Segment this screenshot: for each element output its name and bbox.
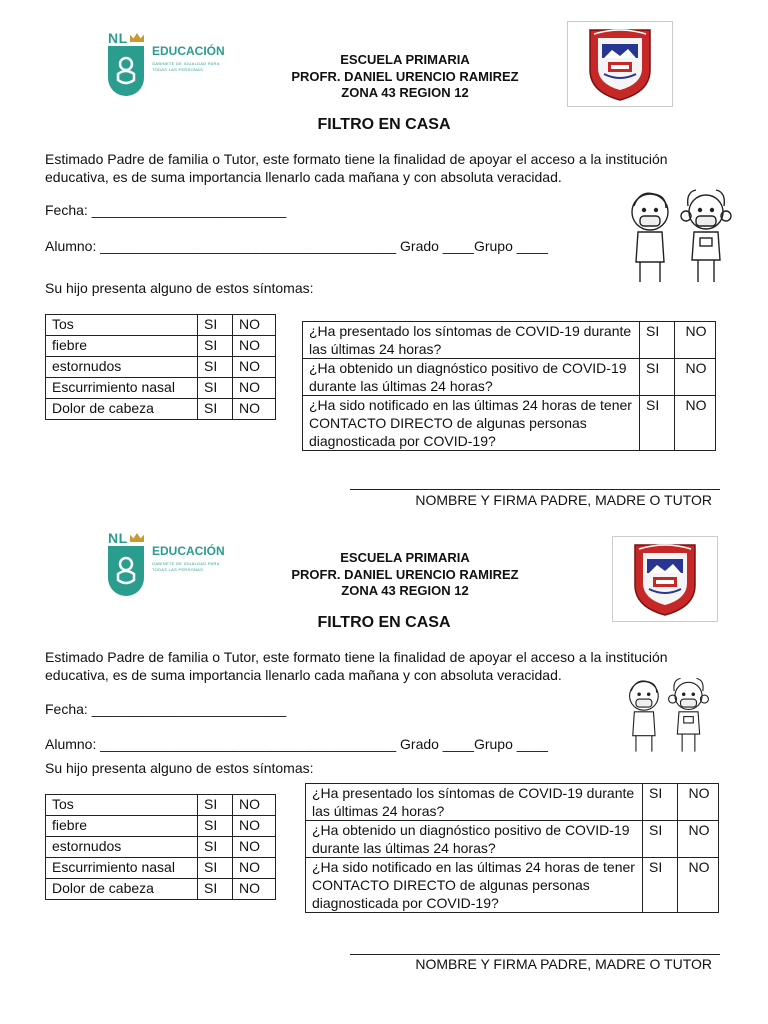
alumno-field[interactable]: Alumno: ______________________________________ Grado ____Grupo ____ xyxy=(45,736,548,752)
table-row xyxy=(303,322,716,359)
table-row xyxy=(46,357,276,378)
symptom-si-option[interactable]: SI xyxy=(198,315,233,336)
covid-si-option[interactable]: SI xyxy=(640,396,675,451)
symptom-si-option[interactable]: SI xyxy=(198,795,233,816)
table-row xyxy=(306,784,719,821)
children-masks-icon xyxy=(618,672,716,758)
symptom-si-option[interactable]: SI xyxy=(198,816,233,837)
table-row xyxy=(46,399,276,420)
covid-question: ¿Ha presentado los síntomas de COVID-19 durante las últimas 24 horas? xyxy=(303,322,640,359)
shield-icon xyxy=(613,537,717,621)
covid-no-option[interactable]: NO xyxy=(678,821,719,858)
children-masks-illustration xyxy=(620,182,738,290)
symptom-no-option[interactable]: NO xyxy=(233,315,276,336)
symptom-no-option[interactable]: NO xyxy=(233,795,276,816)
covid-no-option[interactable]: NO xyxy=(675,322,716,359)
signature-label: NOMBRE Y FIRMA PADRE, MADRE O TUTOR xyxy=(415,492,712,508)
symptom-si-option[interactable]: SI xyxy=(198,858,233,879)
logo-brand: NL xyxy=(108,530,128,546)
form-copy-1 xyxy=(0,0,768,510)
covid-questions-table xyxy=(305,783,719,913)
covid-si-option[interactable]: SI xyxy=(643,821,678,858)
fecha-field[interactable]: Fecha: _________________________ xyxy=(45,202,287,218)
logo-badge-icon xyxy=(108,546,144,596)
nl-education-logo xyxy=(106,530,226,598)
intro-paragraph: Estimado Padre de familia o Tutor, este formato tiene la finalidad de apoyar el acceso a la institución educativa, es de suma importancia llenarlo cada mañana y con absoluta veracidad. xyxy=(45,151,668,185)
symptoms-question: Su hijo presenta alguno de estos síntomas: xyxy=(45,280,314,296)
table-row xyxy=(306,858,719,913)
school-name: ESCUELA PRIMARIA xyxy=(340,550,470,565)
covid-no-option[interactable]: NO xyxy=(678,858,719,913)
covid-question: ¿Ha sido notificado en las últimas 24 horas de tener CONTACTO DIRECTO de algunas personas diagnosticada por COVID-19? xyxy=(303,396,640,451)
symptom-no-option[interactable]: NO xyxy=(233,399,276,420)
symptom-name: estornudos xyxy=(46,837,198,858)
school-header xyxy=(230,52,580,102)
symptom-no-option[interactable]: NO xyxy=(233,378,276,399)
school-name: ESCUELA PRIMARIA xyxy=(340,52,470,67)
school-director: PROFR. DANIEL URENCIO RAMIREZ xyxy=(291,68,519,84)
table-row xyxy=(46,315,276,336)
symptom-si-option[interactable]: SI xyxy=(198,357,233,378)
symptom-no-option[interactable]: NO xyxy=(233,816,276,837)
school-zone: ZONA 43 REGION 12 xyxy=(341,85,469,100)
symptom-si-option[interactable]: SI xyxy=(198,837,233,858)
school-shield-logo xyxy=(612,536,718,622)
symptoms-table xyxy=(45,794,276,900)
covid-question: ¿Ha obtenido un diagnóstico positivo de COVID-19 durante las últimas 24 horas? xyxy=(306,821,643,858)
symptoms-question: Su hijo presenta alguno de estos síntomas: xyxy=(45,760,314,776)
covid-si-option[interactable]: SI xyxy=(643,858,678,913)
table-row xyxy=(46,837,276,858)
signature-line[interactable] xyxy=(350,489,720,490)
symptom-name: Tos xyxy=(46,315,198,336)
symptom-si-option[interactable]: SI xyxy=(198,336,233,357)
table-row xyxy=(46,816,276,837)
form-copy-2 xyxy=(0,512,768,1022)
table-row xyxy=(306,821,719,858)
table-row xyxy=(46,879,276,900)
covid-si-option[interactable]: SI xyxy=(640,359,675,396)
symptom-name: Tos xyxy=(46,795,198,816)
symptom-name: estornudos xyxy=(46,357,198,378)
crown-icon xyxy=(130,33,144,42)
school-zone: ZONA 43 REGION 12 xyxy=(341,583,469,598)
covid-no-option[interactable]: NO xyxy=(675,396,716,451)
school-director: PROFR. DANIEL URENCIO RAMIREZ xyxy=(291,566,519,582)
signature-label: NOMBRE Y FIRMA PADRE, MADRE O TUTOR xyxy=(415,956,712,972)
covid-si-option[interactable]: SI xyxy=(643,784,678,821)
logo-brand: NL xyxy=(108,30,128,46)
table-row xyxy=(303,359,716,396)
table-row xyxy=(46,336,276,357)
fecha-field[interactable]: Fecha: _________________________ xyxy=(45,701,287,717)
symptom-name: fiebre xyxy=(46,336,198,357)
logo-badge-icon xyxy=(108,46,144,96)
symptom-si-option[interactable]: SI xyxy=(198,399,233,420)
symptom-name: Escurrimiento nasal xyxy=(46,378,198,399)
covid-question: ¿Ha sido notificado en las últimas 24 horas de tener CONTACTO DIRECTO de algunas personas diagnosticada por COVID-19? xyxy=(306,858,643,913)
covid-no-option[interactable]: NO xyxy=(678,784,719,821)
crown-icon xyxy=(130,533,144,542)
nl-education-logo xyxy=(106,30,226,98)
school-shield-logo xyxy=(567,21,673,107)
table-row xyxy=(46,378,276,399)
covid-si-option[interactable]: SI xyxy=(640,322,675,359)
alumno-field[interactable]: Alumno: ______________________________________ Grado ____Grupo ____ xyxy=(45,238,548,254)
table-row xyxy=(303,396,716,451)
symptom-no-option[interactable]: NO xyxy=(233,837,276,858)
symptoms-table xyxy=(45,314,276,420)
symptom-name: Dolor de cabeza xyxy=(46,399,198,420)
symptom-name: Dolor de cabeza xyxy=(46,879,198,900)
logo-name: EDUCACIÓN xyxy=(152,544,225,558)
form-title: FILTRO EN CASA xyxy=(317,614,451,631)
logo-tagline: GABINETE DE IGUALDAD PARA TODAS LAS PERSONAS xyxy=(152,61,220,72)
covid-questions-table xyxy=(302,321,716,451)
symptom-name: Escurrimiento nasal xyxy=(46,858,198,879)
intro-paragraph: Estimado Padre de familia o Tutor, este formato tiene la finalidad de apoyar el acceso a la institución educativa, es de suma importancia llenarlo cada mañana y con absoluta veracidad. xyxy=(45,649,668,683)
signature-line[interactable] xyxy=(350,954,720,955)
children-masks-illustration xyxy=(618,672,716,758)
symptom-si-option[interactable]: SI xyxy=(198,378,233,399)
covid-question: ¿Ha presentado los síntomas de COVID-19 durante las últimas 24 horas? xyxy=(306,784,643,821)
logo-name: EDUCACIÓN xyxy=(152,44,225,58)
table-row xyxy=(46,795,276,816)
symptom-no-option[interactable]: NO xyxy=(233,858,276,879)
symptom-name: fiebre xyxy=(46,816,198,837)
shield-icon xyxy=(568,22,672,106)
covid-question: ¿Ha obtenido un diagnóstico positivo de COVID-19 durante las últimas 24 horas? xyxy=(303,359,640,396)
symptom-no-option[interactable]: NO xyxy=(233,879,276,900)
children-masks-icon xyxy=(620,182,738,290)
symptom-si-option[interactable]: SI xyxy=(198,879,233,900)
covid-no-option[interactable]: NO xyxy=(675,359,716,396)
form-title: FILTRO EN CASA xyxy=(317,116,451,133)
symptom-no-option[interactable]: NO xyxy=(233,357,276,378)
school-header xyxy=(230,550,580,600)
logo-tagline: GABINETE DE IGUALDAD PARA TODAS LAS PERSONAS xyxy=(152,561,220,572)
table-row xyxy=(46,858,276,879)
symptom-no-option[interactable]: NO xyxy=(233,336,276,357)
